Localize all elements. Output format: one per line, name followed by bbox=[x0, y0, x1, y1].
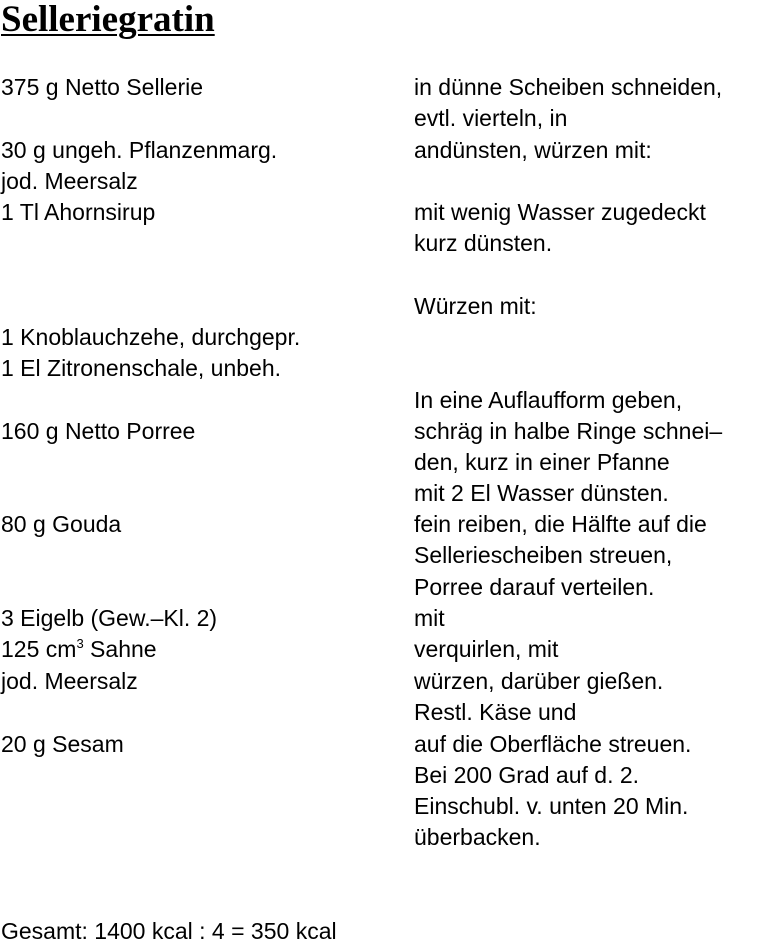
superscript-unit: 3 bbox=[76, 636, 84, 651]
ingredient-line: 1 Knoblauchzehe, durchgepr. bbox=[1, 324, 301, 350]
instruction-line: evtl. vierteln, in bbox=[414, 105, 568, 131]
ingredient-line: 1 El Zitronenschale, unbeh. bbox=[1, 355, 282, 381]
instruction-line: mit wenig Wasser zugedeckt bbox=[414, 199, 706, 225]
ingredient-line: jod. Meersalz bbox=[1, 668, 138, 694]
ingredient-amount: 125 cm bbox=[1, 636, 77, 662]
instruction-line: mit bbox=[414, 605, 445, 631]
instruction-line: würzen, darüber gießen. bbox=[414, 668, 664, 694]
instruction-line: Porree darauf verteilen. bbox=[414, 574, 655, 600]
instruction-line: In eine Auflaufform geben, bbox=[414, 387, 683, 413]
instruction-line: auf die Oberfläche streuen. bbox=[414, 731, 692, 757]
instruction-line: Einschubl. v. unten 20 Min. bbox=[414, 793, 689, 819]
instruction-line: in dünne Scheiben schneiden, bbox=[414, 74, 723, 100]
ingredient-line bbox=[1, 634, 157, 665]
instruction-line: verquirlen, mit bbox=[414, 636, 559, 662]
instruction-line: schräg in halbe Ringe schnei– bbox=[414, 418, 723, 444]
ingredient-line: 20 g Sesam bbox=[1, 731, 124, 757]
ingredient-line: 1 Tl Ahornsirup bbox=[1, 199, 156, 225]
instruction-line: Würzen mit: bbox=[414, 293, 537, 319]
ingredient-line: jod. Meersalz bbox=[1, 168, 138, 194]
ingredient-name: Sahne bbox=[83, 636, 157, 662]
instruction-line: Restl. Käse und bbox=[414, 699, 577, 725]
instruction-line: überbacken. bbox=[414, 824, 541, 850]
instruction-line: den, kurz in einer Pfanne bbox=[414, 449, 670, 475]
instruction-line: andünsten, würzen mit: bbox=[414, 137, 652, 163]
instruction-line: Selleriescheiben streuen, bbox=[414, 542, 673, 568]
instruction-line: fein reiben, die Hälfte auf die bbox=[414, 511, 707, 537]
recipe-title: Selleriegratin bbox=[1, 0, 215, 40]
ingredient-line: 80 g Gouda bbox=[1, 511, 122, 537]
ingredient-line: 30 g ungeh. Pflanzenmarg. bbox=[1, 137, 278, 163]
ingredient-line: 3 Eigelb (Gew.–Kl. 2) bbox=[1, 605, 218, 631]
ingredient-line: 375 g Netto Sellerie bbox=[1, 74, 204, 100]
instruction-line: Bei 200 Grad auf d. 2. bbox=[414, 762, 640, 788]
calorie-total: Gesamt: 1400 kcal : 4 = 350 kcal bbox=[1, 918, 337, 944]
instruction-line: kurz dünsten. bbox=[414, 230, 553, 256]
instruction-line: mit 2 El Wasser dünsten. bbox=[414, 480, 669, 506]
ingredient-line: 160 g Netto Porree bbox=[1, 418, 196, 444]
